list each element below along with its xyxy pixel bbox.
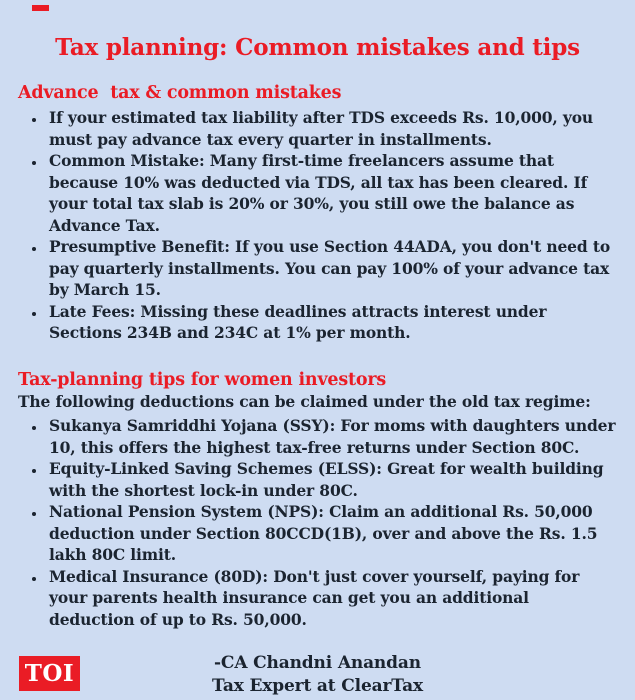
section-women-investors xyxy=(16,370,619,631)
attribution-role: Tax Expert at ClearTax xyxy=(211,676,424,696)
bullet-list-women-investors xyxy=(16,415,619,630)
section-heading-advance-tax: Advance tax & common mistakes xyxy=(18,83,342,103)
section-advance-tax xyxy=(16,83,619,344)
toi-logo xyxy=(19,656,80,691)
bullet-item: • Equity-Linked Saving Schemes (ELSS): Great for wealth building with the shortest lock-in under 80C. xyxy=(46,458,619,501)
top-left-red-dash xyxy=(32,5,49,11)
bullet-item: • Medical Insurance (80D): Don't just cover yourself, paying for your parents health insurance can get you an additional deduction of up to Rs. 50,000. xyxy=(46,566,619,631)
attribution-name: -CA Chandni Anandan xyxy=(214,653,421,673)
bullet-list-advance-tax xyxy=(16,107,619,344)
bullet-item: • Late Fees: Missing these deadlines attracts interest under Sections 234B and 234C at 1% per month. xyxy=(46,301,619,344)
bullet-item: • Presumptive Benefit: If you use Section 44ADA, you don't need to pay quarterly installments. You can pay 100% of your advance tax by March 15. xyxy=(46,236,619,301)
bullet-item: • Common Mistake: Many first-time freelancers assume that because 10% was deducted via TDS, all tax has been cleared. If your total tax slab is 20% or 30%, you still owe the balance as Advance Tax. xyxy=(46,150,619,236)
attribution xyxy=(16,652,619,698)
section-heading-women-investors: Tax-planning tips for women investors xyxy=(18,369,387,390)
bullet-item: • If your estimated tax liability after TDS exceeds Rs. 10,000, you must pay advance tax every quarter in installments. xyxy=(46,107,619,150)
bullet-item: • Sukanya Samriddhi Yojana (SSY): For moms with daughters under 10, this offers the highest tax-free returns under Section 80C. xyxy=(46,415,619,458)
toi-logo-label: TOI xyxy=(24,660,75,687)
section-intro: The following deductions can be claimed under the old tax regime: xyxy=(18,391,591,411)
bullet-item: • National Pension System (NPS): Claim an additional Rs. 50,000 deduction under Section 80CCD(1B), over and above the Rs. 1.5 lakh 80C limit. xyxy=(46,501,619,566)
page-title: Tax planning: Common mistakes and tips xyxy=(55,34,580,61)
